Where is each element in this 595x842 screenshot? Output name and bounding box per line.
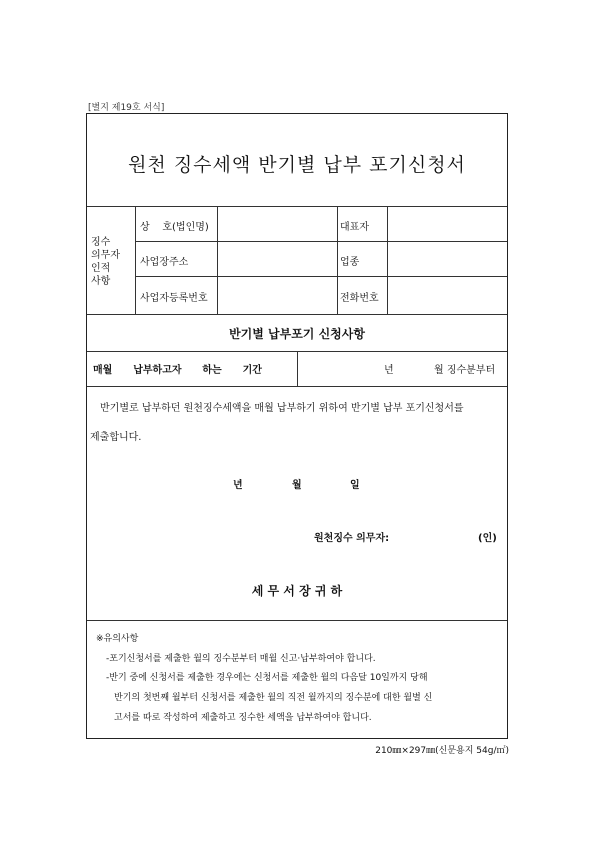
- registration-number-label: 사업자등록번호: [140, 293, 208, 304]
- note-item: 반기의 첫번째 월부터 신청서를 제출한 월의 직전 월까지의 징수분에 대한 월별 신: [114, 693, 433, 703]
- date-day-label: 일: [350, 480, 360, 491]
- notes-heading: ※유의사항: [96, 634, 139, 644]
- note-item: -반기 중에 신청서를 제출한 경우에는 신청서를 제출한 월의 다음달 10일까지 당해: [106, 673, 428, 683]
- signer-label: 원천징수 의무자:: [314, 533, 390, 544]
- business-type-field[interactable]: [388, 242, 506, 274]
- period-field[interactable]: [298, 352, 506, 384]
- period-year-label: 년: [384, 365, 394, 376]
- representative-label: 대표자: [340, 222, 369, 233]
- business-name-label: 상 호(법인명): [140, 222, 209, 233]
- period-value-label: 월 징수분부터: [434, 365, 496, 376]
- business-name-field[interactable]: [218, 207, 336, 239]
- section-label-line: 징수: [91, 237, 111, 248]
- form-number-label: [별지 제19호 서식]: [88, 103, 165, 113]
- period-label: 매월 납부하고자 하는 기간: [93, 365, 262, 376]
- note-item: 고서를 따로 작성하여 제출하고 징수한 세액을 납부하여야 합니다.: [114, 713, 372, 723]
- address-field[interactable]: [218, 242, 336, 274]
- date-year-label: 년: [233, 480, 243, 491]
- seal-mark: (인): [478, 533, 497, 544]
- representative-field[interactable]: [388, 207, 506, 239]
- divider: [87, 620, 507, 621]
- recipient-label: 세 무 서 장 귀 하: [251, 584, 343, 598]
- date-month-label: 월: [292, 480, 302, 491]
- statement-text: 제출합니다.: [90, 432, 142, 443]
- phone-label: 전화번호: [340, 293, 379, 304]
- divider: [337, 206, 338, 314]
- registration-number-field[interactable]: [218, 277, 336, 312]
- section-label-line: 의무자: [91, 250, 120, 261]
- phone-field[interactable]: [388, 277, 506, 312]
- section-label-line: 사항: [91, 276, 111, 287]
- obligor-section-label: [91, 236, 120, 288]
- form-title: 원천 징수세액 반기별 납부 포기신청서: [128, 154, 466, 176]
- divider: [87, 314, 507, 315]
- apply-section-title: 반기별 납부포기 신청사항: [229, 327, 365, 341]
- section-label-line: 인적: [91, 263, 111, 274]
- divider: [135, 206, 136, 314]
- paper-size-label: 210㎜×297㎜(신문용지 54g/㎡): [375, 746, 509, 756]
- statement-text: 반기별로 납부하던 원천징수세액을 매월 납부하기 위하여 반기별 납부 포기신청서를: [100, 403, 464, 414]
- note-item: -포기신청서를 제출한 월의 징수분부터 매월 신고·납부하여야 합니다.: [106, 654, 376, 664]
- divider: [87, 386, 507, 387]
- address-label: 사업장주소: [140, 257, 189, 268]
- business-type-label: 업종: [340, 257, 360, 268]
